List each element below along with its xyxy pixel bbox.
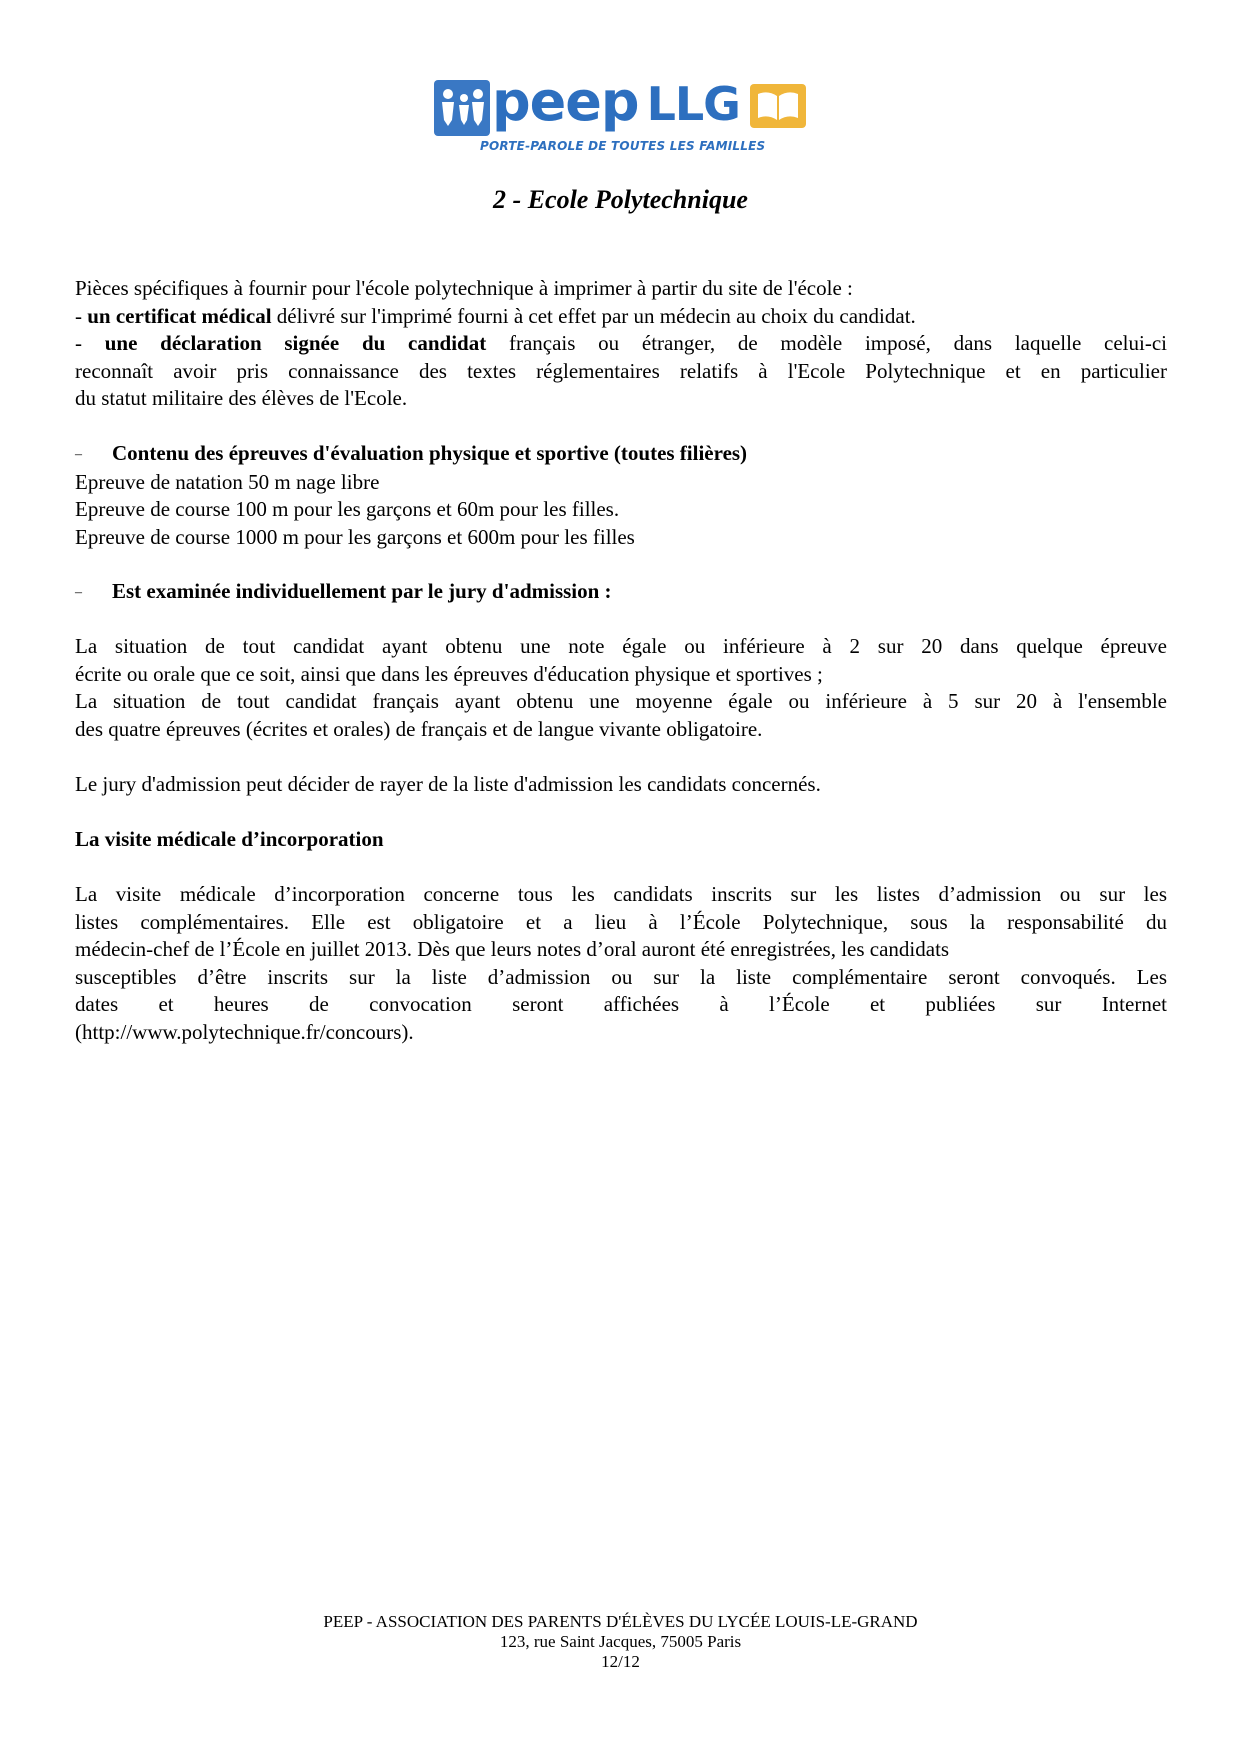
footer-association: PEEP - ASSOCIATION DES PARENTS D'ÉLÈVES DU LYCÉE LOUIS-LE-GRAND bbox=[323, 1612, 918, 1631]
medical-visit-heading-block bbox=[75, 826, 1167, 854]
medical-visit-line: susceptibles d’être inscrits sur la liste d’admission ou sur la liste complémentaire seront convoqués. Les bbox=[75, 964, 1167, 989]
jury-conditions bbox=[75, 633, 1167, 743]
jury-decision bbox=[75, 771, 1167, 799]
logo-llg-text: LLG bbox=[646, 77, 740, 131]
jury-heading: – Est examinée individuellement par le jury d'admission : bbox=[75, 578, 1167, 607]
test-line-endurance: Epreuve de course 1000 m pour les garçons et 600m pour les filles bbox=[75, 524, 635, 549]
footer-address: 123, rue Saint Jacques, 75005 Paris bbox=[499, 1632, 742, 1651]
document-item-certificate: - un certificat médical délivré sur l'imprimé fourni à cet effet par un médecin au choix du candidat. bbox=[75, 303, 916, 328]
medical-visit-link-line: (http://www.polytechnique.fr/concours). bbox=[75, 1019, 414, 1044]
logo-brand-text: peep bbox=[492, 70, 639, 133]
peep-llg-logo bbox=[434, 70, 810, 158]
jury-condition-line: écrite ou orale que ce soit, ainsi que dans les épreuves d'éducation physique et sportives ; bbox=[75, 661, 823, 686]
required-documents-section bbox=[75, 275, 1167, 413]
dash-bullet: – bbox=[75, 585, 82, 601]
declaration-text-line: reconnaît avoir pris connaissance des textes réglementaires relatifs à l'Ecole Polytechnique et en particulier bbox=[75, 358, 1167, 383]
family-icon bbox=[434, 80, 490, 136]
logo-tagline: PORTE-PAROLE DE TOUTES LES FAMILLES bbox=[480, 139, 766, 153]
dash-bullet: – bbox=[75, 447, 82, 463]
test-line-sprint: Epreuve de course 100 m pour les garçons et 60m pour les filles. bbox=[75, 497, 620, 522]
logo-banner bbox=[434, 70, 810, 136]
jury-heading-block bbox=[75, 578, 1167, 607]
physical-tests-heading: – Contenu des épreuves d'évaluation physique et sportive (toutes filières) bbox=[75, 440, 1167, 469]
medical-visit-line: dates et heures de convocation seront affichées à l’École et publiées sur Internet bbox=[75, 992, 1167, 1016]
jury-condition-line: La situation de tout candidat ayant obtenu une note égale ou inférieure à 2 sur 20 dans quelque épreuve bbox=[75, 634, 1167, 658]
jury-condition-line: La situation de tout candidat français ayant obtenu une moyenne égale ou inférieure à 5 sur 20 à l'ensemble bbox=[75, 689, 1167, 713]
page-number: 12/12 bbox=[601, 1652, 640, 1671]
jury-condition-line: des quatre épreuves (écrites et orales) de français et de langue vivante obligatoire. bbox=[75, 716, 763, 741]
open-book-icon bbox=[750, 84, 806, 128]
page-footer bbox=[0, 1612, 1241, 1672]
declaration-text-line: du statut militaire des élèves de l'Ecole. bbox=[75, 386, 408, 410]
physical-tests-section bbox=[75, 440, 1167, 551]
medical-visit-line: La visite médicale d’incorporation concerne tous les candidats inscrits sur les listes d’admission ou sur les bbox=[75, 882, 1167, 906]
certificate-label: un certificat médical bbox=[87, 303, 272, 328]
medical-visit-paragraph bbox=[75, 881, 1167, 1046]
documents-intro: Pièces spécifiques à fournir pour l'école polytechnique à imprimer à partir du site de l'école : bbox=[75, 276, 853, 300]
page-title: 2 - Ecole Polytechnique bbox=[493, 185, 748, 214]
logo-wordmark bbox=[492, 72, 740, 132]
document-item-declaration: - une déclaration signée du candidat français ou étranger, de modèle imposé, dans laquelle celui-ci bbox=[75, 331, 1167, 355]
medical-visit-line: médecin-chef de l’École en juillet 2013. Dès que leurs notes d’oral auront été enregistrées, les candidats bbox=[75, 937, 950, 961]
medical-visit-line: listes complémentaires. Elle est obligatoire et a lieu à l’École Polytechnique, sous la responsabilité du bbox=[75, 909, 1167, 934]
jury-decision-text: Le jury d'admission peut décider de rayer de la liste d'admission les candidats concernés. bbox=[75, 772, 821, 796]
test-line-swimming: Epreuve de natation 50 m nage libre bbox=[75, 469, 380, 494]
declaration-label: une déclaration signée du candidat bbox=[104, 331, 487, 355]
medical-visit-heading: La visite médicale d’incorporation bbox=[75, 827, 384, 851]
